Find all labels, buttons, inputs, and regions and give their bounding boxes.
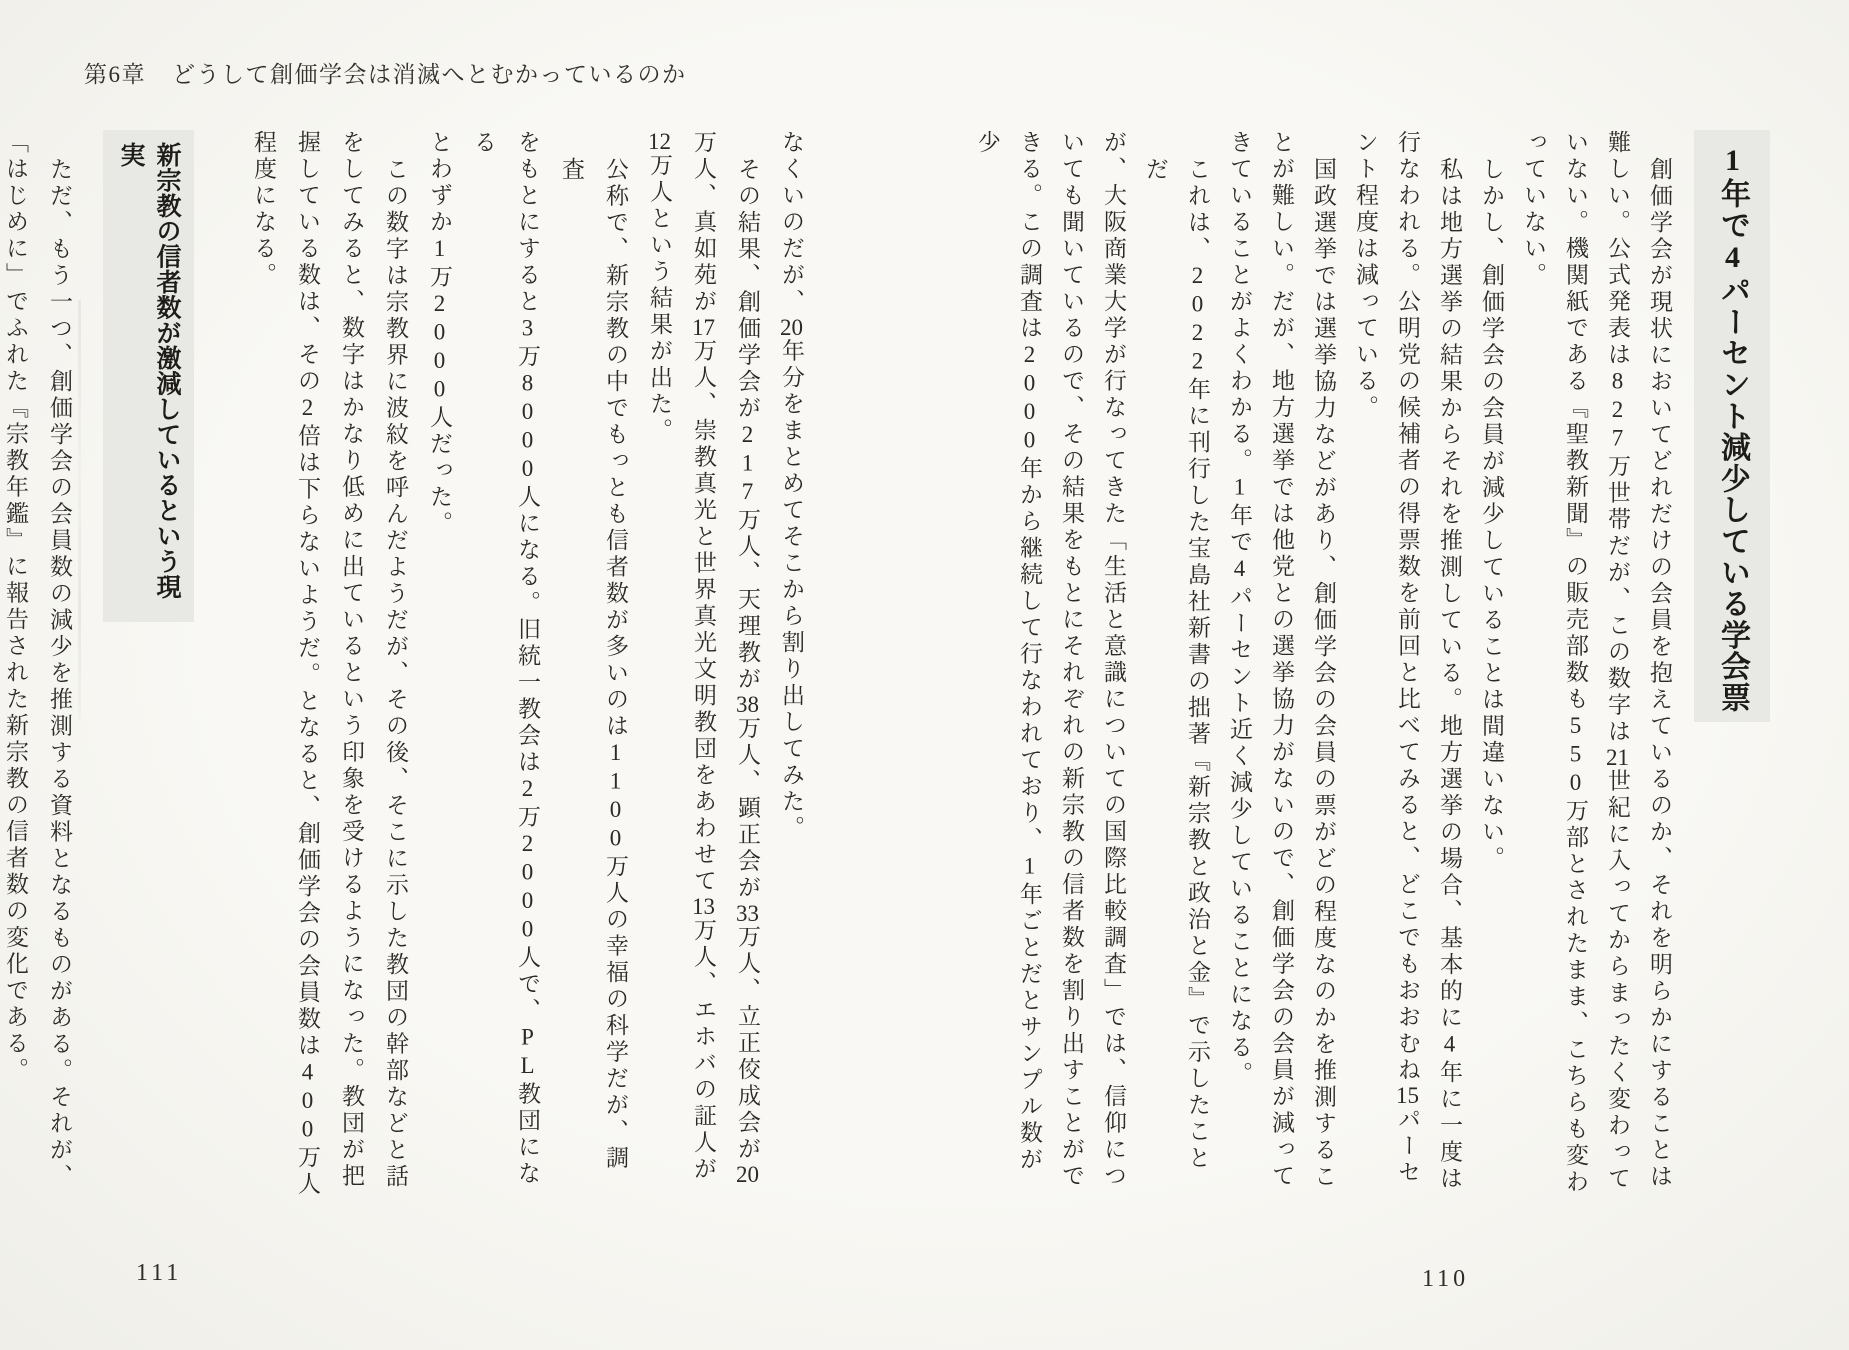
text-column: きる。この調査は2000年から継続して行なわれており、1年ごとだとサンプル数が少 bbox=[975, 130, 1042, 1174]
tatechuyoko-number: 17 bbox=[692, 315, 715, 339]
chapter-number: 第6章 bbox=[84, 62, 146, 87]
page-number-left: 111 bbox=[136, 1260, 183, 1286]
text-column: この数字は宗教界に波紋を呼んだようだが、その後、そこに示した教団の幹部などと話 bbox=[383, 157, 408, 1191]
upright-number: 4 bbox=[1437, 1031, 1462, 1060]
upright-number: 217 bbox=[735, 422, 760, 508]
upright-number: 2022 bbox=[1185, 263, 1210, 377]
text-column: いない。機関紙である『聖教新聞』の販売部数も550万部とされたまま、こちらも変わ bbox=[1563, 130, 1588, 1196]
upright-number: 1 bbox=[1227, 474, 1252, 503]
chapter-title: どうして創価学会は消滅へとむかっているのか bbox=[172, 62, 687, 87]
text-column: いても聞いているので、その結果をもとにそれぞれの新宗教の信者数を割り出すことがで bbox=[1059, 130, 1084, 1190]
text-column: 程度になる。 bbox=[251, 130, 276, 289]
upright-number: 2000 bbox=[427, 291, 452, 405]
tatechuyoko-number: 12 bbox=[648, 130, 671, 153]
upright-number: 8000 bbox=[515, 370, 540, 485]
text-column: 創価学会が現状においてどれだけの会員を抱えているのか、それを明らかにすることは bbox=[1647, 157, 1672, 1191]
text-column: 国政選挙では選挙協力などがあり、創価学会の会員の票がどの程度なのかを推測するこ bbox=[1311, 157, 1336, 1191]
text-column: とが難しい。だが、地方選挙では他党との選挙協力がないので、創価学会の会員が減って bbox=[1269, 130, 1294, 1190]
upright-number: 1100 bbox=[603, 740, 628, 854]
text-column: っていない。 bbox=[1521, 130, 1546, 289]
text-column: 公称で、新宗教の中でもっとも信者数が多いのは1100万人の幸福の科学だが、調査 bbox=[559, 157, 628, 1172]
upright-number: 3 bbox=[515, 315, 540, 344]
text-column: 「はじめに」でふれた『宗教年鑑』に報告された新宗教の信者数の変化である。 bbox=[3, 130, 28, 1084]
tatechuyoko-number: 15 bbox=[1396, 1084, 1419, 1107]
upright-number: 550 bbox=[1563, 713, 1588, 799]
text-column: が、大阪商業大学が行なってきた「生活と意識についての国際比較調査」では、信仰につ bbox=[1101, 130, 1126, 1190]
text-column: 12万人という結果が出た。 bbox=[647, 130, 672, 445]
text-column: ント程度は減っている。 bbox=[1353, 130, 1378, 422]
text-column: なくいのだが、20年分をまとめてそこから割り出してみた。 bbox=[779, 130, 804, 842]
text-column: その結果、創価学会が217万人、天理教が38万人、顕正会が33万人、立正佼成会が20 bbox=[735, 157, 760, 1186]
tatechuyoko-number: 33 bbox=[736, 901, 759, 925]
tatechuyoko-number: 38 bbox=[736, 693, 759, 716]
upright-number: 4 bbox=[1716, 240, 1749, 276]
text-column: をもとにすると3万8000人になる。旧統一教会は2万2000人で、PL教団になる bbox=[471, 130, 540, 1188]
upright-number: 2 bbox=[515, 776, 540, 805]
page-left-text-area bbox=[0, 130, 813, 1198]
text-column: 私は地方選挙の結果からそれを推測している。地方選挙の場合、基本的に4年に一度は bbox=[1437, 157, 1462, 1193]
upright-number: 400 bbox=[295, 1059, 320, 1145]
text-column: これは、2022年に刊行した宝島社新書の拙著『新宗教と政治と金』で示したことだ bbox=[1143, 157, 1210, 1172]
upright-number: 2 bbox=[295, 395, 320, 424]
upright-number: PL bbox=[515, 1024, 540, 1082]
page-right-text-area bbox=[966, 130, 1770, 1198]
upright-number: 1 bbox=[427, 236, 452, 265]
chapter-running-head bbox=[84, 56, 687, 89]
page-number-right: 110 bbox=[1422, 1266, 1470, 1292]
tatechuyoko-number: 13 bbox=[692, 895, 715, 918]
section-title: 1年で4パーセント減少している学会票 bbox=[1694, 130, 1770, 722]
scan-binding-shadow bbox=[78, 300, 81, 720]
text-column: 万人、真如苑が17万人、崇教真光と世界真光文明教団をあわせて13万人、エホバの証人が bbox=[691, 130, 716, 1183]
tatechuyoko-number: 20 bbox=[780, 315, 803, 339]
upright-number: 2000 bbox=[1017, 342, 1042, 456]
upright-number: 1 bbox=[1716, 144, 1749, 179]
text-column: をしてみると、数字はかなり低めに出ているという印象を受けるようになった。教団が把 bbox=[339, 130, 364, 1190]
tatechuyoko-number: 20 bbox=[736, 1163, 759, 1186]
upright-number: 827 bbox=[1605, 368, 1630, 454]
tatechuyoko-number: 21 bbox=[1606, 745, 1629, 769]
text-column: 握している数は、その2倍は下らないようだ。となると、創価学会の会員数は400万人 bbox=[295, 130, 320, 1198]
text-column: ただ、もう一つ、創価学会の会員数の減少を推測する資料となるものがある。それが、 bbox=[47, 157, 72, 1191]
upright-number: 1 bbox=[1017, 853, 1042, 882]
upright-number: 4 bbox=[1227, 556, 1252, 585]
text-column: とわずか1万2000人だった。 bbox=[427, 130, 452, 538]
upright-number: 2000 bbox=[515, 831, 540, 945]
text-column: しかし、創価学会の会員が減少していることは間違いない。 bbox=[1479, 157, 1504, 873]
text-column: きていることがよくわかる。1年で4パーセント近く減少していることになる。 bbox=[1227, 130, 1252, 1088]
section-title: 新宗教の信者数が激減しているという現実 bbox=[103, 130, 194, 622]
text-column: 行なわれる。公明党の候補者の得票数を前回と比べてみると、どこでもおおむね15パーセ bbox=[1395, 130, 1420, 1187]
text-column: 難しい。公式発表は827万世帯だが、この数字は21世紀に入ってからまったく変わって bbox=[1605, 130, 1630, 1193]
